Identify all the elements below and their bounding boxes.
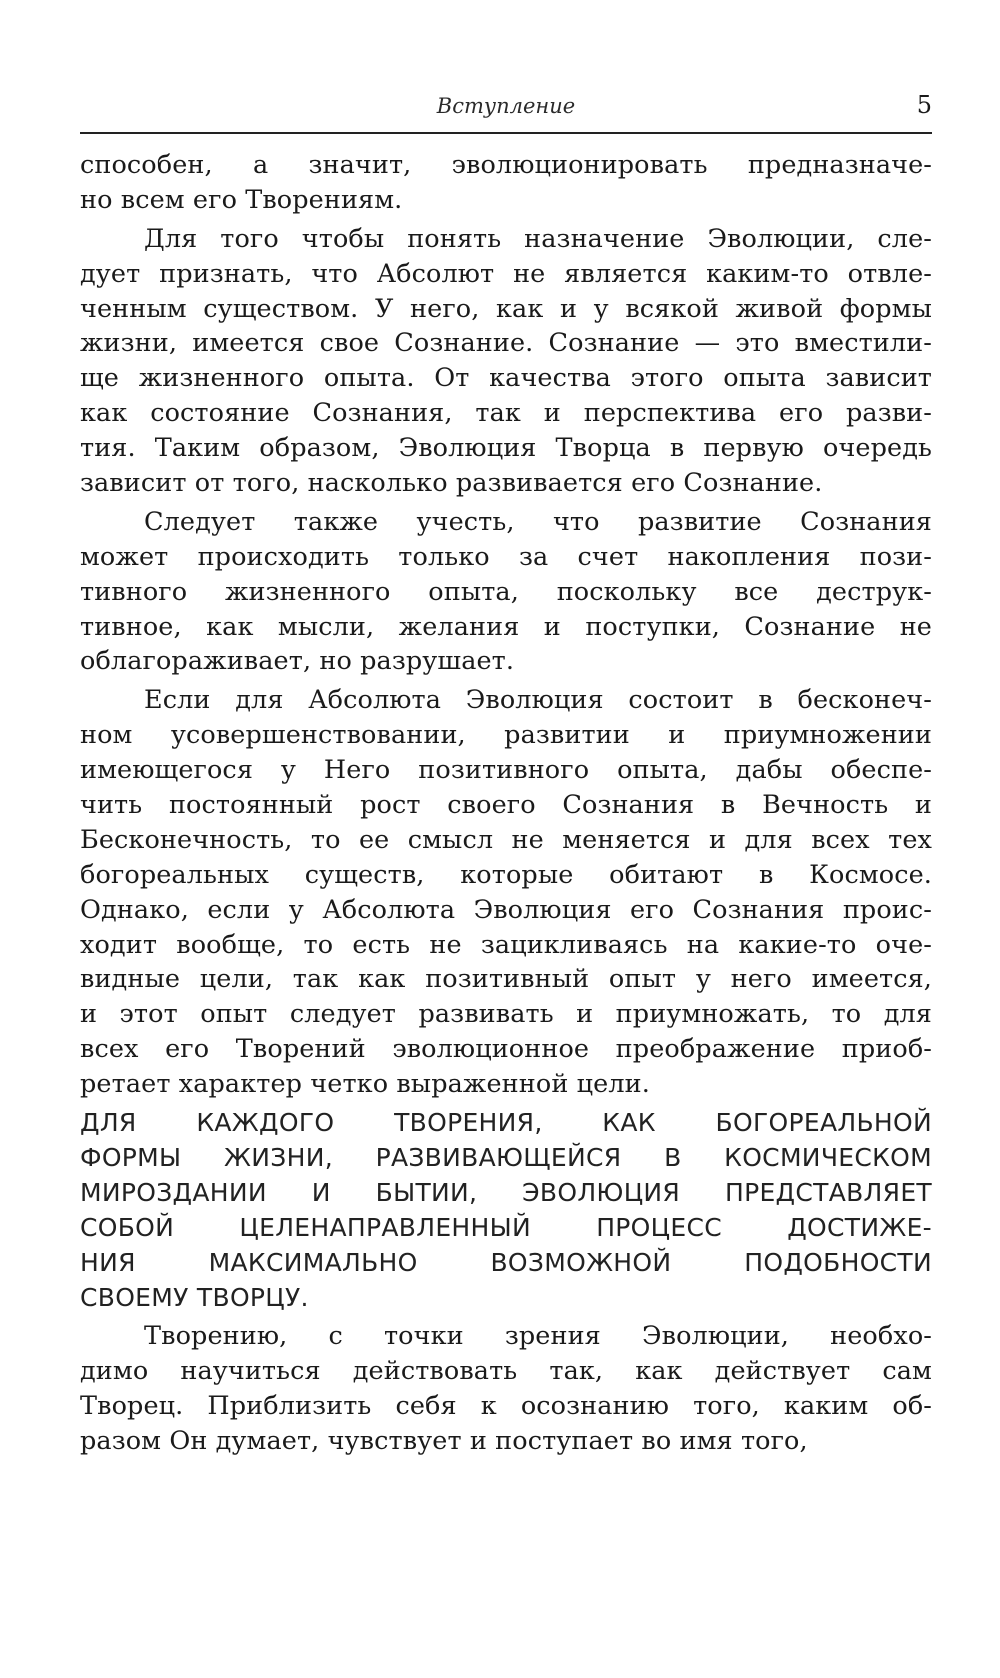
text-line: богореальных существ, которые обитают в Космосе. [80, 859, 932, 890]
text-line: и этот опыт следует развивать и приумножать, то для [80, 999, 932, 1030]
page-number: 5 [916, 91, 932, 119]
running-head [80, 92, 932, 134]
text-line: может происходить только за счет накопления пози- [80, 541, 932, 572]
text-line: Бесконечность, то ее смысл не меняется и для всех тех [80, 824, 932, 855]
text-line: ДЛЯ КАЖДОГО ТВОРЕНИЯ, КАК БОГОРЕАЛЬНОЙ [80, 1108, 932, 1138]
text-line: разом Он думает, чувствует и поступает во имя того, [80, 1426, 808, 1457]
paragraph [80, 222, 932, 501]
text-line: облагораживает, но разрушает. [80, 646, 515, 677]
text-line: имеющегося у Него позитивного опыта, дабы обеспе- [80, 755, 932, 786]
body-text [80, 148, 932, 1459]
text-line: чить постоянный рост своего Сознания в Вечность и [80, 790, 932, 821]
paragraph [80, 148, 932, 218]
paragraph [80, 505, 932, 679]
emphasis-paragraph [80, 1106, 932, 1315]
text-line: тивное, как мысли, желания и поступки, Сознание не [80, 611, 932, 642]
text-line: видные цели, так как позитивный опыт у него имеется, [80, 964, 932, 995]
text-line: СВОЕМУ ТВОРЦУ. [80, 1282, 309, 1312]
text-line: как состояние Сознания, так и перспектива его разви- [80, 398, 932, 429]
text-line: димо научиться действовать так, как действует сам [80, 1356, 932, 1387]
text-line: Для того чтобы понять назначение Эволюции, сле- [144, 223, 932, 254]
text-line: жизни, имеется свое Сознание. Сознание — это вместили- [80, 328, 932, 359]
text-line: тия. Таким образом, Эволюция Творца в первую очередь [80, 433, 932, 464]
text-line: тивного жизненного опыта, поскольку все деструк- [80, 576, 932, 607]
text-line: Творению, с точки зрения Эволюции, необхо- [144, 1321, 932, 1352]
text-line: СОБОЙ ЦЕЛЕНАПРАВЛЕННЫЙ ПРОЦЕСС ДОСТИЖЕ- [80, 1212, 932, 1242]
text-line: ще жизненного опыта. От качества этого опыта зависит [80, 363, 932, 394]
running-title: Вступление [436, 94, 576, 118]
text-line: способен, а значит, эволюционировать предназначе- [80, 150, 932, 180]
text-line: Следует также учесть, что развитие Сознания [144, 506, 932, 537]
text-line: Творец. Приблизить себя к осознанию того, каким об- [80, 1391, 932, 1422]
text-line: дует признать, что Абсолют не является каким-то отвле- [80, 258, 932, 289]
book-page [80, 0, 932, 1678]
text-line: зависит от того, насколько развивается его Сознание. [80, 468, 823, 499]
text-line: ретает характер четко выраженной цели. [80, 1069, 650, 1100]
text-line: всех его Творений эволюционное преображение приоб- [80, 1034, 932, 1065]
text-line: Однако, если у Абсолюта Эволюция его Сознания проис- [80, 894, 932, 925]
paragraph [80, 683, 932, 1102]
text-line: ходит вообще, то есть не зацикливаясь на какие-то оче- [80, 929, 932, 960]
text-line: но всем его Творениям. [80, 184, 403, 215]
header-rule [80, 132, 932, 134]
text-line: ФОРМЫ ЖИЗНИ, РАЗВИВАЮЩЕЙСЯ В КОСМИЧЕСКОМ [80, 1142, 932, 1172]
text-line: Если для Абсолюта Эволюция состоит в бесконеч- [144, 685, 932, 716]
text-line: ченным существом. У него, как и у всякой живой формы [80, 293, 932, 324]
text-line: ном усовершенствовании, развитии и приумножении [80, 720, 932, 751]
paragraph [80, 1319, 932, 1459]
text-line: МИРОЗДАНИИ И БЫТИИ, ЭВОЛЮЦИЯ ПРЕДСТАВЛЯЕТ [80, 1177, 932, 1207]
text-line: НИЯ МАКСИМАЛЬНО ВОЗМОЖНОЙ ПОДОБНОСТИ [80, 1247, 932, 1277]
